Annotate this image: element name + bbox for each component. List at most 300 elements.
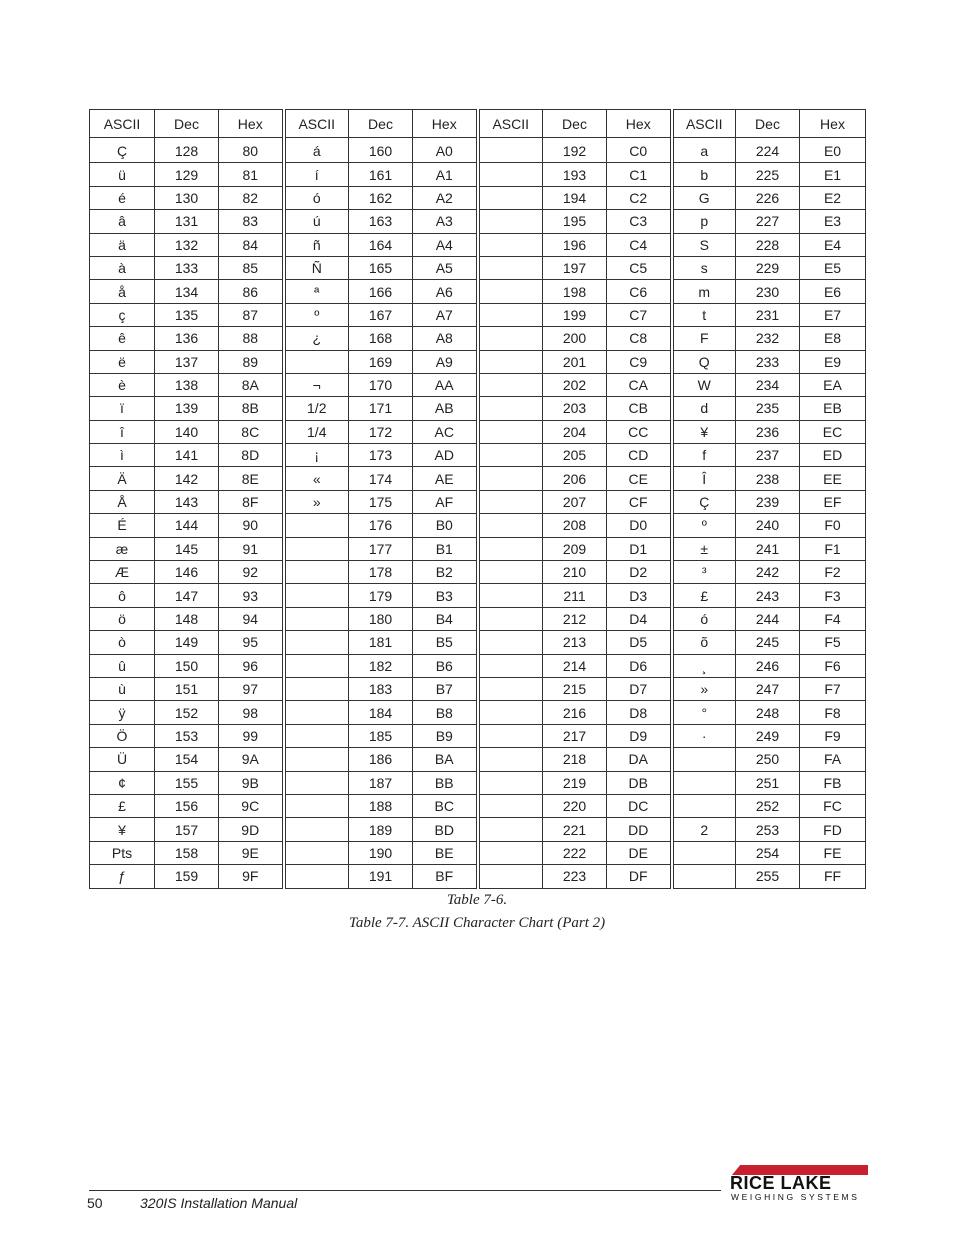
cell-hex: 9E: [219, 841, 284, 864]
cell-hex: E6: [800, 280, 866, 303]
cell-dec: 154: [155, 748, 219, 771]
cell-dec: 178: [349, 561, 413, 584]
cell-ascii: [478, 748, 543, 771]
cell-dec: 191: [349, 865, 413, 888]
cell-hex: C0: [607, 138, 672, 163]
cell-dec: 232: [736, 327, 800, 350]
cell-ascii: Ñ: [284, 256, 349, 279]
cell-hex: B6: [413, 654, 478, 677]
cell-dec: 155: [155, 771, 219, 794]
table-row: [90, 584, 866, 607]
table-row: [90, 748, 866, 771]
cell-ascii: [284, 677, 349, 700]
cell-hex: 83: [219, 210, 284, 233]
cell-ascii: Ü: [90, 748, 155, 771]
cell-dec: 187: [349, 771, 413, 794]
cell-hex: F4: [800, 607, 866, 630]
cell-dec: 193: [543, 163, 607, 186]
cell-hex: AD: [413, 444, 478, 467]
cell-ascii: â: [90, 210, 155, 233]
cell-dec: 204: [543, 420, 607, 443]
cell-hex: E4: [800, 233, 866, 256]
cell-dec: 165: [349, 256, 413, 279]
cell-dec: 244: [736, 607, 800, 630]
cell-hex: ED: [800, 444, 866, 467]
cell-hex: CB: [607, 397, 672, 420]
cell-dec: 149: [155, 631, 219, 654]
cell-hex: EF: [800, 490, 866, 513]
cell-dec: 197: [543, 256, 607, 279]
cell-ascii: [284, 841, 349, 864]
cell-hex: F9: [800, 724, 866, 747]
table-row: [90, 865, 866, 888]
cell-ascii: ù: [90, 677, 155, 700]
column-header-dec-2: Dec: [349, 110, 413, 138]
cell-hex: DF: [607, 865, 672, 888]
cell-hex: 9D: [219, 818, 284, 841]
cell-hex: BB: [413, 771, 478, 794]
table-row: [90, 210, 866, 233]
cell-dec: 251: [736, 771, 800, 794]
footer-divider: [89, 1190, 721, 1191]
cell-ascii: [478, 724, 543, 747]
cell-dec: 198: [543, 280, 607, 303]
cell-hex: CA: [607, 373, 672, 396]
cell-hex: F3: [800, 584, 866, 607]
cell-dec: 224: [736, 138, 800, 163]
cell-hex: D4: [607, 607, 672, 630]
cell-hex: B9: [413, 724, 478, 747]
cell-dec: 170: [349, 373, 413, 396]
cell-ascii: ä: [90, 233, 155, 256]
cell-ascii: á: [284, 138, 349, 163]
cell-dec: 205: [543, 444, 607, 467]
cell-dec: 164: [349, 233, 413, 256]
table-row: [90, 794, 866, 817]
table-caption-part-1: Table 7-6.: [446, 892, 508, 908]
table-row: [90, 841, 866, 864]
cell-hex: A3: [413, 210, 478, 233]
cell-ascii: ¸: [672, 654, 736, 677]
cell-dec: 172: [349, 420, 413, 443]
cell-ascii: ö: [90, 607, 155, 630]
cell-ascii: [478, 210, 543, 233]
cell-dec: 222: [543, 841, 607, 864]
table-header-row: [90, 110, 866, 138]
cell-ascii: í: [284, 163, 349, 186]
cell-ascii: [478, 701, 543, 724]
cell-ascii: [478, 514, 543, 537]
table-row: [90, 186, 866, 209]
cell-ascii: [672, 865, 736, 888]
cell-ascii: ú: [284, 210, 349, 233]
table-row: [90, 631, 866, 654]
cell-dec: 217: [543, 724, 607, 747]
cell-hex: 8F: [219, 490, 284, 513]
cell-ascii: [284, 865, 349, 888]
cell-dec: 136: [155, 327, 219, 350]
cell-dec: 241: [736, 537, 800, 560]
cell-hex: AA: [413, 373, 478, 396]
cell-hex: F1: [800, 537, 866, 560]
cell-hex: 96: [219, 654, 284, 677]
cell-hex: FA: [800, 748, 866, 771]
cell-dec: 199: [543, 303, 607, 326]
cell-ascii: ò: [90, 631, 155, 654]
cell-ascii: [478, 233, 543, 256]
cell-hex: CC: [607, 420, 672, 443]
cell-dec: 131: [155, 210, 219, 233]
cell-hex: CF: [607, 490, 672, 513]
cell-ascii: £: [672, 584, 736, 607]
cell-hex: AC: [413, 420, 478, 443]
cell-ascii: è: [90, 373, 155, 396]
cell-ascii: [478, 138, 543, 163]
cell-dec: 160: [349, 138, 413, 163]
cell-ascii: [284, 818, 349, 841]
cell-hex: F7: [800, 677, 866, 700]
cell-hex: A6: [413, 280, 478, 303]
table-row: [90, 490, 866, 513]
cell-ascii: º: [284, 303, 349, 326]
cell-dec: 238: [736, 467, 800, 490]
cell-hex: 8E: [219, 467, 284, 490]
cell-ascii: ç: [90, 303, 155, 326]
cell-hex: 9A: [219, 748, 284, 771]
cell-ascii: [284, 631, 349, 654]
cell-hex: B2: [413, 561, 478, 584]
cell-hex: EC: [800, 420, 866, 443]
cell-hex: C7: [607, 303, 672, 326]
cell-dec: 176: [349, 514, 413, 537]
cell-dec: 152: [155, 701, 219, 724]
cell-dec: 156: [155, 794, 219, 817]
cell-hex: D5: [607, 631, 672, 654]
cell-dec: 188: [349, 794, 413, 817]
cell-dec: 235: [736, 397, 800, 420]
cell-hex: BA: [413, 748, 478, 771]
cell-ascii: Î: [672, 467, 736, 490]
cell-ascii: W: [672, 373, 736, 396]
cell-hex: A9: [413, 350, 478, 373]
cell-ascii: »: [672, 677, 736, 700]
table-row: [90, 537, 866, 560]
logo-subtitle-text: WEIGHING SYSTEMS: [731, 1192, 860, 1202]
cell-dec: 132: [155, 233, 219, 256]
cell-hex: 92: [219, 561, 284, 584]
cell-hex: B3: [413, 584, 478, 607]
cell-hex: EA: [800, 373, 866, 396]
column-header-ascii-1: ASCII: [90, 110, 155, 138]
table-row: [90, 607, 866, 630]
cell-hex: B1: [413, 537, 478, 560]
cell-hex: 97: [219, 677, 284, 700]
cell-hex: C8: [607, 327, 672, 350]
cell-hex: A1: [413, 163, 478, 186]
page-number: 50: [87, 1195, 103, 1211]
cell-hex: E5: [800, 256, 866, 279]
cell-hex: D6: [607, 654, 672, 677]
cell-hex: BD: [413, 818, 478, 841]
cell-dec: 157: [155, 818, 219, 841]
cell-dec: 216: [543, 701, 607, 724]
table-row: [90, 724, 866, 747]
cell-dec: 171: [349, 397, 413, 420]
cell-hex: AB: [413, 397, 478, 420]
cell-hex: BF: [413, 865, 478, 888]
table-row: [90, 818, 866, 841]
cell-dec: 129: [155, 163, 219, 186]
cell-dec: 167: [349, 303, 413, 326]
cell-hex: F8: [800, 701, 866, 724]
cell-dec: 177: [349, 537, 413, 560]
cell-ascii: [284, 537, 349, 560]
cell-dec: 221: [543, 818, 607, 841]
cell-dec: 240: [736, 514, 800, 537]
cell-ascii: ¥: [90, 818, 155, 841]
cell-dec: 175: [349, 490, 413, 513]
cell-dec: 255: [736, 865, 800, 888]
cell-ascii: °: [672, 701, 736, 724]
cell-ascii: s: [672, 256, 736, 279]
cell-hex: E1: [800, 163, 866, 186]
cell-dec: 180: [349, 607, 413, 630]
cell-hex: E3: [800, 210, 866, 233]
cell-dec: 146: [155, 561, 219, 584]
cell-dec: 162: [349, 186, 413, 209]
cell-ascii: [478, 350, 543, 373]
table-row: [90, 654, 866, 677]
cell-hex: B0: [413, 514, 478, 537]
cell-dec: 207: [543, 490, 607, 513]
cell-dec: 254: [736, 841, 800, 864]
cell-dec: 166: [349, 280, 413, 303]
cell-dec: 190: [349, 841, 413, 864]
cell-dec: 245: [736, 631, 800, 654]
cell-dec: 185: [349, 724, 413, 747]
cell-dec: 229: [736, 256, 800, 279]
table-row: [90, 373, 866, 396]
cell-ascii: ª: [284, 280, 349, 303]
cell-ascii: G: [672, 186, 736, 209]
cell-hex: C5: [607, 256, 672, 279]
table-row: [90, 467, 866, 490]
cell-hex: BE: [413, 841, 478, 864]
cell-ascii: ÿ: [90, 701, 155, 724]
cell-dec: 252: [736, 794, 800, 817]
cell-ascii: ¥: [672, 420, 736, 443]
cell-ascii: Ä: [90, 467, 155, 490]
cell-dec: 243: [736, 584, 800, 607]
cell-hex: A4: [413, 233, 478, 256]
cell-ascii: ¬: [284, 373, 349, 396]
cell-dec: 233: [736, 350, 800, 373]
cell-ascii: õ: [672, 631, 736, 654]
cell-dec: 236: [736, 420, 800, 443]
cell-hex: C2: [607, 186, 672, 209]
cell-ascii: [478, 631, 543, 654]
cell-ascii: ¡: [284, 444, 349, 467]
cell-hex: D7: [607, 677, 672, 700]
cell-hex: 8A: [219, 373, 284, 396]
cell-ascii: ñ: [284, 233, 349, 256]
cell-ascii: Æ: [90, 561, 155, 584]
cell-hex: 93: [219, 584, 284, 607]
rice-lake-logo: [728, 1165, 868, 1205]
cell-ascii: f: [672, 444, 736, 467]
cell-dec: 214: [543, 654, 607, 677]
cell-dec: 237: [736, 444, 800, 467]
cell-ascii: ¿: [284, 327, 349, 350]
cell-hex: CE: [607, 467, 672, 490]
column-header-hex-3: Hex: [607, 110, 672, 138]
cell-ascii: à: [90, 256, 155, 279]
cell-dec: 141: [155, 444, 219, 467]
cell-hex: EE: [800, 467, 866, 490]
cell-dec: 203: [543, 397, 607, 420]
cell-dec: 250: [736, 748, 800, 771]
cell-dec: 192: [543, 138, 607, 163]
cell-ascii: £: [90, 794, 155, 817]
cell-ascii: [478, 771, 543, 794]
cell-dec: 143: [155, 490, 219, 513]
cell-ascii: 2: [672, 818, 736, 841]
cell-ascii: [284, 514, 349, 537]
cell-hex: D1: [607, 537, 672, 560]
cell-ascii: [478, 677, 543, 700]
cell-ascii: ë: [90, 350, 155, 373]
cell-hex: FE: [800, 841, 866, 864]
cell-hex: 91: [219, 537, 284, 560]
cell-ascii: ï: [90, 397, 155, 420]
cell-ascii: [478, 186, 543, 209]
table-row: [90, 350, 866, 373]
cell-dec: 137: [155, 350, 219, 373]
cell-hex: D2: [607, 561, 672, 584]
cell-dec: 211: [543, 584, 607, 607]
column-header-ascii-4: ASCII: [672, 110, 736, 138]
cell-dec: 234: [736, 373, 800, 396]
cell-dec: 139: [155, 397, 219, 420]
cell-ascii: [478, 373, 543, 396]
cell-dec: 159: [155, 865, 219, 888]
cell-dec: 212: [543, 607, 607, 630]
cell-dec: 202: [543, 373, 607, 396]
cell-ascii: »: [284, 490, 349, 513]
cell-ascii: [284, 607, 349, 630]
cell-dec: 201: [543, 350, 607, 373]
column-header-ascii-2: ASCII: [284, 110, 349, 138]
cell-hex: 82: [219, 186, 284, 209]
cell-hex: A5: [413, 256, 478, 279]
cell-ascii: ³: [672, 561, 736, 584]
cell-hex: D8: [607, 701, 672, 724]
cell-ascii: ü: [90, 163, 155, 186]
cell-hex: E8: [800, 327, 866, 350]
cell-hex: A8: [413, 327, 478, 350]
cell-dec: 206: [543, 467, 607, 490]
cell-dec: 218: [543, 748, 607, 771]
table-row: [90, 163, 866, 186]
table-row: [90, 420, 866, 443]
cell-ascii: [284, 584, 349, 607]
table-body: [90, 138, 866, 889]
cell-ascii: [478, 561, 543, 584]
cell-dec: 213: [543, 631, 607, 654]
cell-hex: E2: [800, 186, 866, 209]
cell-hex: 98: [219, 701, 284, 724]
cell-hex: FF: [800, 865, 866, 888]
cell-dec: 242: [736, 561, 800, 584]
cell-hex: C9: [607, 350, 672, 373]
cell-hex: 88: [219, 327, 284, 350]
cell-ascii: d: [672, 397, 736, 420]
cell-hex: 95: [219, 631, 284, 654]
cell-dec: 168: [349, 327, 413, 350]
cell-ascii: É: [90, 514, 155, 537]
cell-ascii: b: [672, 163, 736, 186]
cell-hex: C1: [607, 163, 672, 186]
cell-ascii: «: [284, 467, 349, 490]
table-row: [90, 138, 866, 163]
table-row: [90, 280, 866, 303]
cell-ascii: Q: [672, 350, 736, 373]
cell-hex: FB: [800, 771, 866, 794]
cell-dec: 138: [155, 373, 219, 396]
cell-ascii: S: [672, 233, 736, 256]
cell-dec: 163: [349, 210, 413, 233]
cell-dec: 158: [155, 841, 219, 864]
cell-hex: B7: [413, 677, 478, 700]
cell-ascii: [478, 280, 543, 303]
column-header-dec-3: Dec: [543, 110, 607, 138]
cell-hex: 9C: [219, 794, 284, 817]
cell-dec: 223: [543, 865, 607, 888]
cell-ascii: [284, 771, 349, 794]
table-row: [90, 771, 866, 794]
cell-ascii: [284, 654, 349, 677]
cell-hex: 84: [219, 233, 284, 256]
cell-hex: 81: [219, 163, 284, 186]
cell-hex: DC: [607, 794, 672, 817]
cell-dec: 231: [736, 303, 800, 326]
cell-hex: 8D: [219, 444, 284, 467]
column-header-hex-1: Hex: [219, 110, 284, 138]
cell-ascii: m: [672, 280, 736, 303]
cell-dec: 135: [155, 303, 219, 326]
cell-dec: 184: [349, 701, 413, 724]
cell-hex: 94: [219, 607, 284, 630]
cell-ascii: [478, 584, 543, 607]
cell-ascii: [478, 397, 543, 420]
cell-ascii: [478, 467, 543, 490]
cell-dec: 247: [736, 677, 800, 700]
cell-hex: AF: [413, 490, 478, 513]
cell-ascii: [478, 420, 543, 443]
cell-ascii: ¢: [90, 771, 155, 794]
cell-ascii: F: [672, 327, 736, 350]
cell-ascii: ì: [90, 444, 155, 467]
cell-hex: F0: [800, 514, 866, 537]
cell-hex: A0: [413, 138, 478, 163]
cell-dec: 226: [736, 186, 800, 209]
cell-dec: 145: [155, 537, 219, 560]
cell-hex: 87: [219, 303, 284, 326]
cell-dec: 195: [543, 210, 607, 233]
ascii-character-table: [89, 109, 866, 889]
cell-dec: 148: [155, 607, 219, 630]
cell-dec: 150: [155, 654, 219, 677]
